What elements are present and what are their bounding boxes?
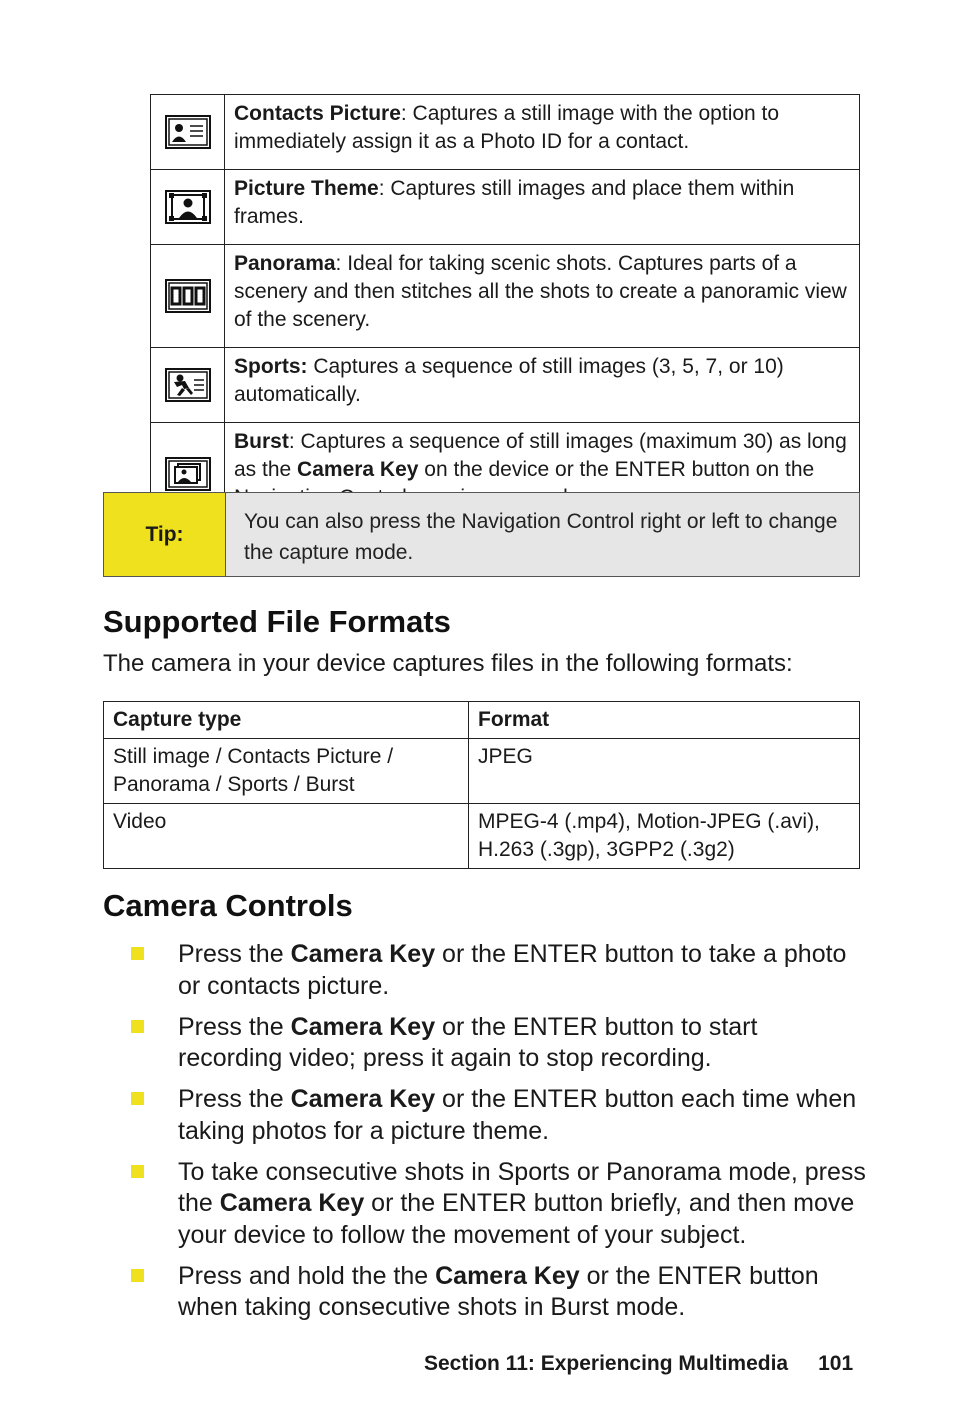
camera-key-term: Camera Key xyxy=(290,940,436,968)
table-cell: JPEG xyxy=(469,739,860,804)
list-item xyxy=(128,1084,868,1147)
table-cell: Still image / Contacts Picture / Panorama / Sports / Burst xyxy=(104,739,469,804)
sports-icon xyxy=(165,368,211,402)
list-item xyxy=(128,1157,868,1252)
bullet-text: Press and hold the the xyxy=(178,1261,436,1290)
tip-box xyxy=(103,492,860,577)
mode-name: Picture Theme xyxy=(234,177,379,200)
bullet-square-icon xyxy=(131,1165,144,1178)
list-item xyxy=(128,939,868,1002)
mode-name: Burst xyxy=(234,430,289,453)
footer-section-title: Section 11: Experiencing Multimedia xyxy=(424,1352,789,1375)
section-heading: Supported File Formats xyxy=(103,604,451,639)
bullet-square-icon xyxy=(131,1020,144,1033)
mode-description: on the device or the ENTER button on the xyxy=(424,458,815,481)
table-cell: MPEG-4 (.mp4), Motion-JPEG (.avi), H.263 (.3gp), 3GPP2 (.3g2) xyxy=(469,804,860,869)
list-item xyxy=(128,1012,868,1075)
table-row xyxy=(151,95,860,170)
mode-name: Contacts Picture xyxy=(234,102,401,125)
mode-description: : Captures still images and place them within frames. xyxy=(234,177,795,228)
camera-key-term: Camera Key xyxy=(435,1261,580,1290)
section-heading: Camera Controls xyxy=(103,888,353,923)
bullet-text: Press the xyxy=(178,1085,291,1113)
bullet-text: Press the xyxy=(178,940,291,968)
mode-name: Panorama xyxy=(234,252,336,275)
bullet-square-icon xyxy=(131,1092,144,1105)
table-row xyxy=(151,170,860,245)
mode-description: : Captures a still image with the option to immediately assign it as a Photo ID for a contact. xyxy=(234,102,780,153)
tip-text: You can also press the Navigation Control right or left to change the capture mode. xyxy=(226,493,859,576)
camera-key-term: Camera Key xyxy=(290,1012,436,1041)
table-row xyxy=(104,739,860,804)
camera-key-term: Camera Key xyxy=(219,1189,365,1217)
bullet-text: or the ENTER button when taking consecutive shots in Burst mode. xyxy=(178,1261,819,1321)
page-number: 101 xyxy=(818,1352,854,1375)
bullet-square-icon xyxy=(131,947,144,960)
table-header-row xyxy=(104,702,860,739)
contacts-picture-icon xyxy=(165,115,211,149)
table-cell: Video xyxy=(104,804,469,869)
mode-description: : Ideal for taking scenic shots. Captures parts of a scenery and then stitches all the shots to create a panoramic view of the scenery. xyxy=(234,252,847,331)
mode-description: Captures a sequence of still images (3, 5, 7, or 10) automatically. xyxy=(234,355,784,406)
panorama-icon xyxy=(165,279,211,313)
burst-icon xyxy=(165,457,211,491)
table-row xyxy=(104,804,860,869)
mode-description: : Captures a sequence of still images (maximum 30) as long as the xyxy=(234,430,847,481)
intro-paragraph: The camera in your device captures files in the following formats: xyxy=(103,650,793,677)
bullet-text: or the ENTER button each time when taking photos for a picture theme. xyxy=(178,1085,857,1145)
bullet-text: Press the xyxy=(178,1012,291,1041)
bullet-text: or the ENTER button to start recording video; press it again to stop recording. xyxy=(178,1012,758,1072)
camera-controls-list xyxy=(128,939,868,1333)
tip-label: Tip: xyxy=(104,493,226,576)
bullet-text: or the ENTER button to take a photo or contacts picture. xyxy=(178,940,847,1000)
bullet-text: To take consecutive shots in Sports or Panorama mode, press the xyxy=(178,1157,866,1217)
column-header: Capture type xyxy=(104,702,469,739)
camera-key-term: Camera Key xyxy=(297,458,419,481)
capture-modes-table xyxy=(150,94,860,526)
camera-key-term: Camera Key xyxy=(290,1085,436,1113)
table-row xyxy=(151,245,860,348)
mode-name: Sports: xyxy=(234,355,308,378)
picture-theme-icon xyxy=(165,190,211,224)
page-footer xyxy=(424,1352,853,1376)
list-item xyxy=(128,1261,868,1324)
file-formats-table xyxy=(103,701,860,869)
table-row xyxy=(151,348,860,423)
bullet-text: or the ENTER button briefly, and then move your device to follow the movement of your subject. xyxy=(178,1189,855,1249)
column-header: Format xyxy=(469,702,860,739)
bullet-square-icon xyxy=(131,1269,144,1282)
